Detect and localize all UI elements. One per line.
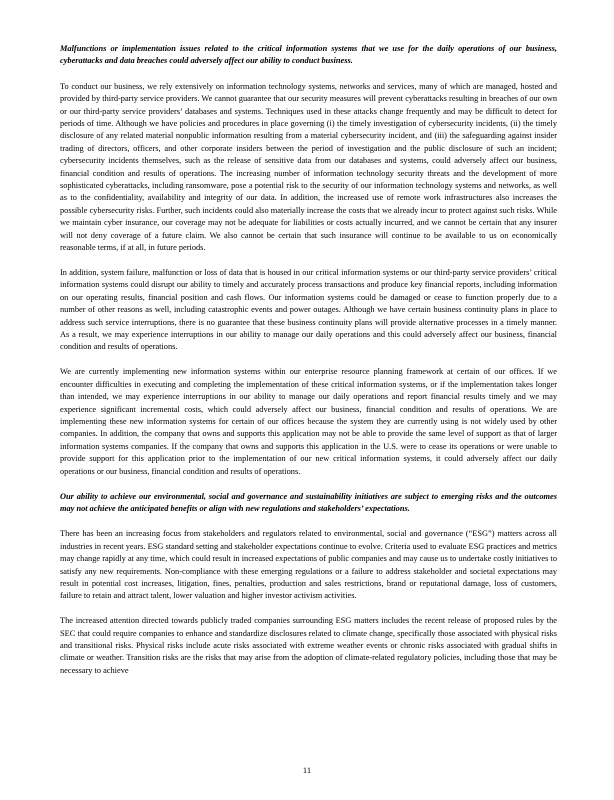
paragraph-system-failure: In addition, system failure, malfunction or loss of data that is housed in our critical information systems or our third-party service providers’ critical information systems could disrupt our ability to timely and accurately process transactions and produce key financial reports, including information on our operating results, financial position and cash flows. Our information systems could be damaged or cease to function properly due to a number of other reasons as well, including catastrophic events and power outages. Although we have certain business continuity plans in place to address such service interruptions, there is no guarantee that these business continuity plans will provide alternative processes in a timely manner. As a result, we may experience interruptions in our ability to manage our daily operations and this could adversely affect our business, financial condition and results of operations. [60, 268, 557, 352]
document-page [60, 43, 557, 690]
section-heading-esg: Our ability to achieve our environmental, social and governance and sustainability initiatives are subject to emerging risks and the outcomes may not achieve the anticipated benefits or align with new regulations and stakeholders’ expectations. [60, 491, 557, 513]
page-number: 11 [302, 765, 312, 775]
paragraph-it-systems-reliance: To conduct our business, we rely extensively on information technology systems, networks and services, many of which are managed, hosted and provided by third-party service providers. We cannot guarantee that our security measures will prevent cyberattacks resulting in breaches of our own or our third-party service providers’ databases and systems. Techniques used in these attacks change frequently and may be difficult to detect for periods of time. Although we have policies and procedures in place governing (i) the timely investigation of cybersecurity incidents, (ii) the timely disclosure of any related material nonpublic information resulting from a material cybersecurity incident, and (iii) the safeguarding against insider trading of directors, officers, and other corporate insiders between the period of investigation and the public disclosure of such an incident; cybersecurity incidents themselves, such as the release of sensitive data from our databases and systems, could adversely affect our business, financial condition and results of operations. The increasing number of information technology security threats and the development of more sophisticated cyberattacks, including ransomware, pose a potential risk to the security of our information technology systems and networks, as well as to the confidentiality, availability and integrity of our data. In addition, the increased use of remote work infrastructures also increases the possible cybersecurity risks. Further, such incidents could also materially increase the costs that we already incur to protect against such risks. While we maintain cyber insurance, our coverage may not be adequate for liabilities or costs actually incurred, and we cannot be certain that any insurer will not deny coverage of a future claim. We also cannot be certain that such insurance will continue to be available to us on economically reasonable terms, if at all, in future periods. [60, 81, 557, 253]
paragraph-esg-focus: There has been an increasing focus from stakeholders and regulators related to environmental, social and governance (“ESG”) matters across all industries in recent years. ESG standard setting and stakeholder expectations continue to evolve. Criteria used to evaluate ESG practices and metrics may change rapidly at any time, which could result in increased expectations of public companies and may cause us to undertake costly initiatives to satisfy any new requirements. Non-compliance with these emerging regulations or a failure to address stakeholder and societal expectations may result in potential cost increases, litigation, fines, penalties, production and sales restrictions, brand or reputational damage, loss of customers, failure to retain and attract talent, lower valuation and higher investor activism activities. [60, 529, 557, 601]
paragraph-sec-climate-rules: The increased attention directed towards publicly traded companies surrounding ESG matters includes the recent release of proposed rules by the SEC that could require companies to enhance and standardize disclosures related to climate change, specifically those associated with physical risks and transitional risks. Physical risks include acute risks associated with extreme weather events or chronic risks associated with gradual shifts in climate or weather. Transition risks are the risks that may arise from the adoption of climate-related regulatory policies, including those that may be necessary to achieve [60, 616, 557, 675]
section-heading-cybersecurity: Malfunctions or implementation issues related to the critical information systems that we use for the daily operations of our business, cyberattacks and data breaches could adversely affect our ability to conduct business. [60, 44, 557, 66]
paragraph-new-information-systems: We are currently implementing new information systems within our enterprise resource planning framework at certain of our offices. If we encounter difficulties in executing and completing the implementation of these critical information systems, or if the implementation takes longer than intended, we may experience interruptions in our ability to manage our daily operations and report financial results timely and we may experience significant incremental costs, which could adversely affect our business, financial condition and results of operations. We are implementing these new information systems for certain of our offices because the system they are currently using is not widely used by other companies. In addition, the company that owns and supports this application may not be able to provide the same level of support as that of larger information systems companies. If the company that owns and supports this application in the U.S. were to cease its operations or were unable to provide support for this application prior to the implementation of our new critical information systems, it could adversely affect our daily operations or our business, financial condition and results of operations. [60, 367, 557, 476]
